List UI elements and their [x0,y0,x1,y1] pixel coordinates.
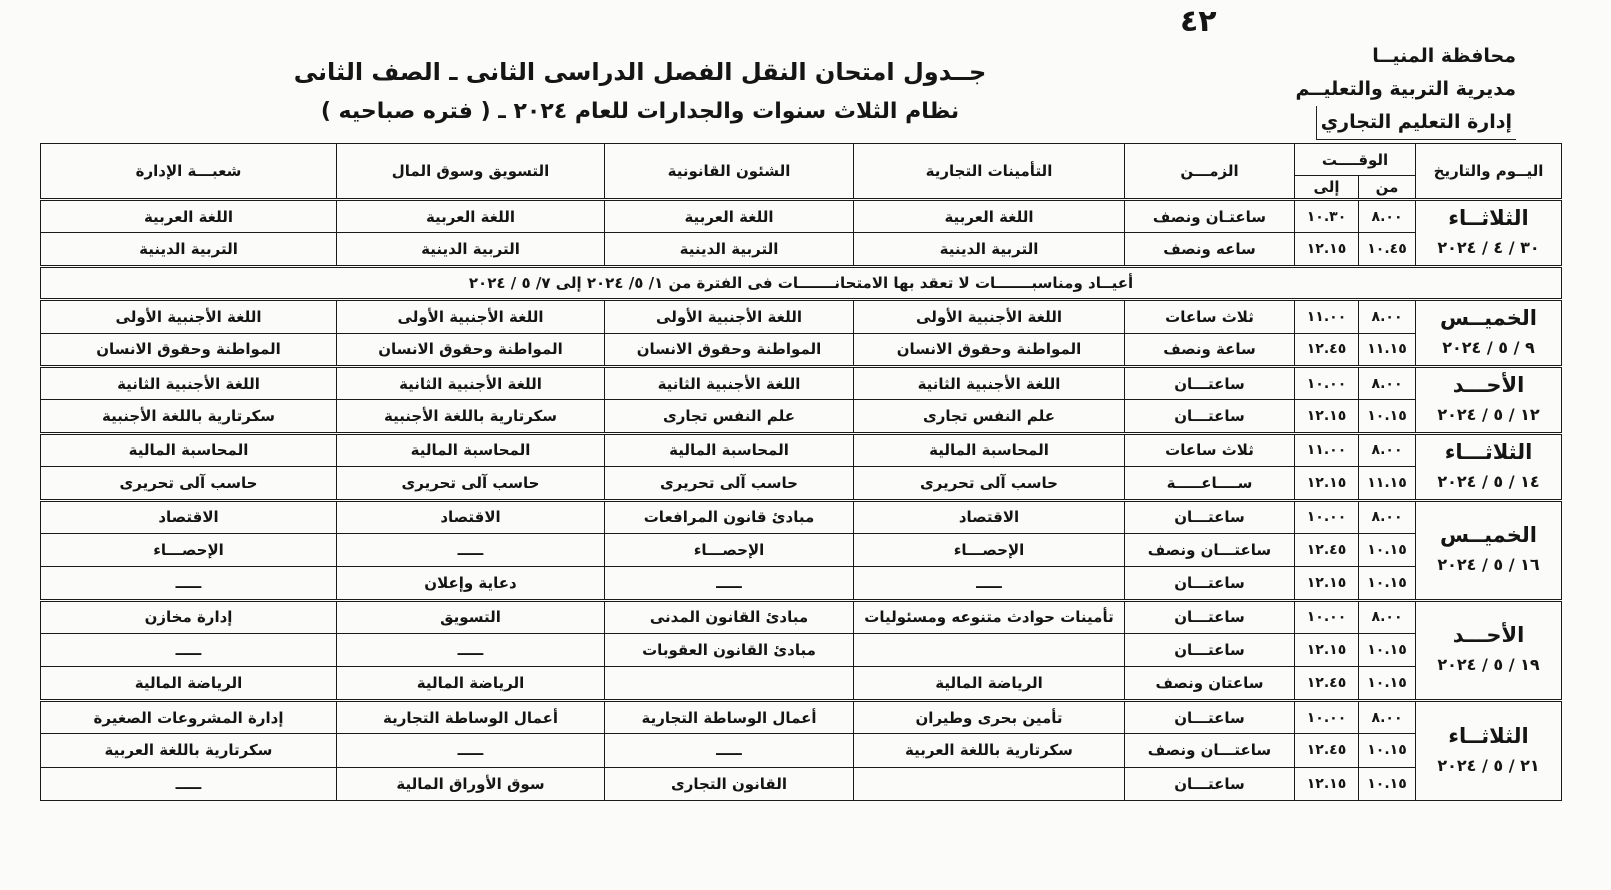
header-day-date: اليــوم والتاريخ [1416,144,1562,200]
insurance-subject-cell: سكرتارية باللغة العربية [854,734,1125,767]
time-to-cell: ١١.٠٠ [1295,300,1359,333]
marketing-subject-cell: اللغة العربية [337,200,605,233]
marketing-subject-cell: المواطنة وحقوق الانسان [337,333,605,366]
header-to: إلى [1295,176,1359,200]
duration-cell: ساعتـــان [1125,600,1295,633]
time-to-cell: ١٢.١٥ [1295,767,1359,800]
table-row [41,300,1562,333]
title-line-1: جــدول امتحان النقل الفصل الدراسى الثانى ـ الصف الثانى [293,58,987,86]
duration-cell: ساعتـــان [1125,500,1295,533]
duration-cell: ثلاث ساعات [1125,300,1295,333]
admin-subject-cell: الاقتصاد [41,500,337,533]
table-body [41,200,1562,801]
duration-cell: ساعتـــان [1125,634,1295,667]
time-to-cell: ١٢.٤٥ [1295,333,1359,366]
legal-subject-cell: اللغة الأجنبية الثانية [605,366,854,399]
header-insurance: التأمينات التجارية [854,144,1125,200]
exam-date: ١٢ / ٥ / ٢٠٢٤ [1437,404,1540,424]
legal-subject-cell: المواطنة وحقوق الانسان [605,333,854,366]
admin-subject-cell: ـــــ [41,567,337,600]
marketing-subject-cell: التربية الدينية [337,233,605,266]
day-date-cell [1416,200,1562,267]
admin-subject-cell: اللغة الأجنبية الأولى [41,300,337,333]
insurance-subject-cell: حاسب آلى تحريرى [854,467,1125,500]
time-from-cell: ١١.١٥ [1359,333,1416,366]
time-to-cell: ١٠.٠٠ [1295,366,1359,399]
legal-subject-cell: ـــــ [605,734,854,767]
time-from-cell: ١٠.١٥ [1359,767,1416,800]
duration-cell: ساعتـــان ونصف [1125,533,1295,566]
marketing-subject-cell: الرياضة المالية [337,667,605,700]
table-row [41,467,1562,500]
day-date-cell [1416,700,1562,800]
insurance-subject-cell: تأمينات حوادث متنوعه ومسئوليات [854,600,1125,633]
day-name: الثلاثـــاء [1444,439,1533,464]
marketing-subject-cell: ـــــ [337,533,605,566]
time-to-cell: ١٢.١٥ [1295,567,1359,600]
time-to-cell: ١٢.١٥ [1295,233,1359,266]
header-duration: الزمـــن [1125,144,1295,200]
admin-subject-cell: الرياضة المالية [41,667,337,700]
legal-subject-cell: القانون التجارى [605,767,854,800]
insurance-subject-cell: الإحصـــاء [854,533,1125,566]
admin-subject-cell: سكرتارية باللغة العربية [41,734,337,767]
time-from-cell: ٨.٠٠ [1359,433,1416,466]
table-row [41,400,1562,433]
marketing-subject-cell: الاقتصاد [337,500,605,533]
exam-date: ١٤ / ٥ / ٢٠٢٤ [1437,471,1540,491]
legal-subject-cell: مبادئ القانون العقوبات [605,634,854,667]
marketing-subject-cell: دعاية وإعلان [337,567,605,600]
marketing-subject-cell: ـــــ [337,734,605,767]
table-row [41,433,1562,466]
legal-subject-cell: اللغة الأجنبية الأولى [605,300,854,333]
header-admin: شعبـــة الإدارة [41,144,337,200]
day-name: الأحـــد [1452,623,1525,648]
day-name: الثلاثــاء [1448,723,1529,748]
insurance-subject-cell: المحاسبة المالية [854,433,1125,466]
time-to-cell: ١٢.١٥ [1295,400,1359,433]
insurance-subject-cell: اللغة العربية [854,200,1125,233]
time-from-cell: ١١.١٥ [1359,467,1416,500]
duration-cell: ثلاث ساعات [1125,433,1295,466]
legal-subject-cell [605,667,854,700]
table-row [41,767,1562,800]
table-row [41,700,1562,733]
duration-cell: ساعتـان ونصف [1125,200,1295,233]
day-date-cell [1416,300,1562,367]
insurance-subject-cell: تأمين بحرى وطيران [854,700,1125,733]
time-to-cell: ١٢.٤٥ [1295,533,1359,566]
governorate-label: محافظة المنيــا [1372,45,1516,67]
insurance-subject-cell: اللغة الأجنبية الأولى [854,300,1125,333]
marketing-subject-cell: حاسب آلى تحريرى [337,467,605,500]
table-row [41,200,1562,233]
admin-subject-cell: اللغة العربية [41,200,337,233]
time-from-cell: ٨.٠٠ [1359,300,1416,333]
time-from-cell: ١٠.١٥ [1359,567,1416,600]
legal-subject-cell: مبادئ قانون المرافعات [605,500,854,533]
page-number: ٤٢ [1180,4,1217,39]
duration-cell: ساعتان ونصف [1125,667,1295,700]
legal-subject-cell: المحاسبة المالية [605,433,854,466]
time-to-cell: ١٢.٤٥ [1295,667,1359,700]
marketing-subject-cell: اللغة الأجنبية الأولى [337,300,605,333]
marketing-subject-cell: المحاسبة المالية [337,433,605,466]
marketing-subject-cell: ـــــ [337,634,605,667]
time-from-cell: ٨.٠٠ [1359,700,1416,733]
time-to-cell: ١٢.٤٥ [1295,734,1359,767]
legal-subject-cell: حاسب آلى تحريرى [605,467,854,500]
admin-subject-cell: ـــــ [41,634,337,667]
admin-subject-cell: المحاسبة المالية [41,433,337,466]
admin-subject-cell: التربية الدينية [41,233,337,266]
header-authority [1295,40,1516,140]
table-row [41,333,1562,366]
time-from-cell: ١٠.٤٥ [1359,233,1416,266]
holiday-row [41,266,1562,299]
header-marketing: التسويق وسوق المال [337,144,605,200]
day-name: الخميــس [1440,306,1537,331]
insurance-subject-cell: اللغة الأجنبية الثانية [854,366,1125,399]
admin-subject-cell: سكرتارية باللغة الأجنبية [41,400,337,433]
duration-cell: ساعتـــان [1125,567,1295,600]
table-row [41,366,1562,399]
duration-cell: ساعتـــان [1125,767,1295,800]
time-from-cell: ١٠.١٥ [1359,734,1416,767]
time-to-cell: ١٠.٣٠ [1295,200,1359,233]
duration-cell: ساعتـــان [1125,700,1295,733]
time-from-cell: ١٠.١٥ [1359,533,1416,566]
table-row [41,567,1562,600]
admin-subject-cell: ـــــ [41,767,337,800]
insurance-subject-cell [854,767,1125,800]
document-title [190,52,1090,132]
marketing-subject-cell: سكرتارية باللغة الأجنبية [337,400,605,433]
duration-cell: ساعه ونصف [1125,233,1295,266]
header-from: من [1359,176,1416,200]
exam-date: ١٦ / ٥ / ٢٠٢٤ [1437,555,1540,575]
admin-subject-cell: حاسب آلى تحريرى [41,467,337,500]
day-date-cell [1416,600,1562,700]
header-time: الوقــــت [1295,144,1416,176]
time-to-cell: ١٢.١٥ [1295,467,1359,500]
marketing-subject-cell: سوق الأوراق المالية [337,767,605,800]
insurance-subject-cell: ـــــ [854,567,1125,600]
exam-date: ٣٠ / ٤ / ٢٠٢٤ [1437,237,1540,257]
table-row [41,500,1562,533]
admin-subject-cell: إدارة مخازن [41,600,337,633]
table-row [41,634,1562,667]
legal-subject-cell: مبادئ القانون المدنى [605,600,854,633]
title-line-2: نظام الثلاث سنوات والجدارات للعام ٢٠٢٤ ـ ( فتره صباحيه ) [320,99,960,124]
exam-schedule-table [40,143,1562,801]
admin-subject-cell: المواطنة وحقوق الانسان [41,333,337,366]
day-date-cell [1416,433,1562,500]
duration-cell: ســــاعـــــة [1125,467,1295,500]
day-name: الخميــس [1440,523,1537,548]
insurance-subject-cell: التربية الدينية [854,233,1125,266]
day-name: الأحـــد [1452,372,1525,397]
duration-cell: ساعتـــان [1125,400,1295,433]
day-name: الثلاثــاء [1448,205,1529,230]
insurance-subject-cell [854,634,1125,667]
time-to-cell: ١٠.٠٠ [1295,700,1359,733]
table-header-row [41,144,1562,176]
exam-date: ٢١ / ٥ / ٢٠٢٤ [1437,755,1540,775]
table-row [41,600,1562,633]
admin-subject-cell: الإحصـــاء [41,533,337,566]
duration-cell: ساعة ونصف [1125,333,1295,366]
time-from-cell: ١٠.١٥ [1359,667,1416,700]
legal-subject-cell: ـــــ [605,567,854,600]
table-row [41,667,1562,700]
time-to-cell: ١١.٠٠ [1295,433,1359,466]
time-from-cell: ١٠.١٥ [1359,400,1416,433]
insurance-subject-cell: الرياضة المالية [854,667,1125,700]
time-to-cell: ١٠.٠٠ [1295,600,1359,633]
insurance-subject-cell: الاقتصاد [854,500,1125,533]
marketing-subject-cell: أعمال الوساطة التجارية [337,700,605,733]
legal-subject-cell: اللغة العربية [605,200,854,233]
table-row [41,233,1562,266]
header-legal: الشئون القانونية [605,144,854,200]
exam-date: ٩ / ٥ / ٢٠٢٤ [1442,338,1535,358]
legal-subject-cell: علم النفس تجارى [605,400,854,433]
legal-subject-cell: أعمال الوساطة التجارية [605,700,854,733]
legal-subject-cell: الإحصـــاء [605,533,854,566]
time-from-cell: ٨.٠٠ [1359,200,1416,233]
directorate-label: مديرية التربية والتعليــم [1295,78,1516,100]
time-from-cell: ١٠.١٥ [1359,634,1416,667]
insurance-subject-cell: علم النفس تجارى [854,400,1125,433]
duration-cell: ساعتـــان [1125,366,1295,399]
day-date-cell [1416,366,1562,433]
exam-date: ١٩ / ٥ / ٢٠٢٤ [1437,655,1540,675]
duration-cell: ساعتـــان ونصف [1125,734,1295,767]
time-from-cell: ٨.٠٠ [1359,366,1416,399]
admin-subject-cell: إدارة المشروعات الصغيرة [41,700,337,733]
admin-subject-cell: اللغة الأجنبية الثانية [41,366,337,399]
time-to-cell: ١٢.١٥ [1295,634,1359,667]
day-date-cell [1416,500,1562,600]
holiday-note: أعيــاد ومناسبـــــــات لا تعقد بها الامتحانـــــــات فى الفترة من ١/ ٥/ ٢٠٢٤ إلى ٧/ ٥ / ٢٠٢٤ [41,266,1562,299]
time-to-cell: ١٠.٠٠ [1295,500,1359,533]
marketing-subject-cell: التسويق [337,600,605,633]
insurance-subject-cell: المواطنة وحقوق الانسان [854,333,1125,366]
legal-subject-cell: التربية الدينية [605,233,854,266]
marketing-subject-cell: اللغة الأجنبية الثانية [337,366,605,399]
table-row [41,734,1562,767]
table-row [41,533,1562,566]
time-from-cell: ٨.٠٠ [1359,600,1416,633]
time-from-cell: ٨.٠٠ [1359,500,1416,533]
administration-label: إدارة التعليم التجاري [1316,106,1516,140]
